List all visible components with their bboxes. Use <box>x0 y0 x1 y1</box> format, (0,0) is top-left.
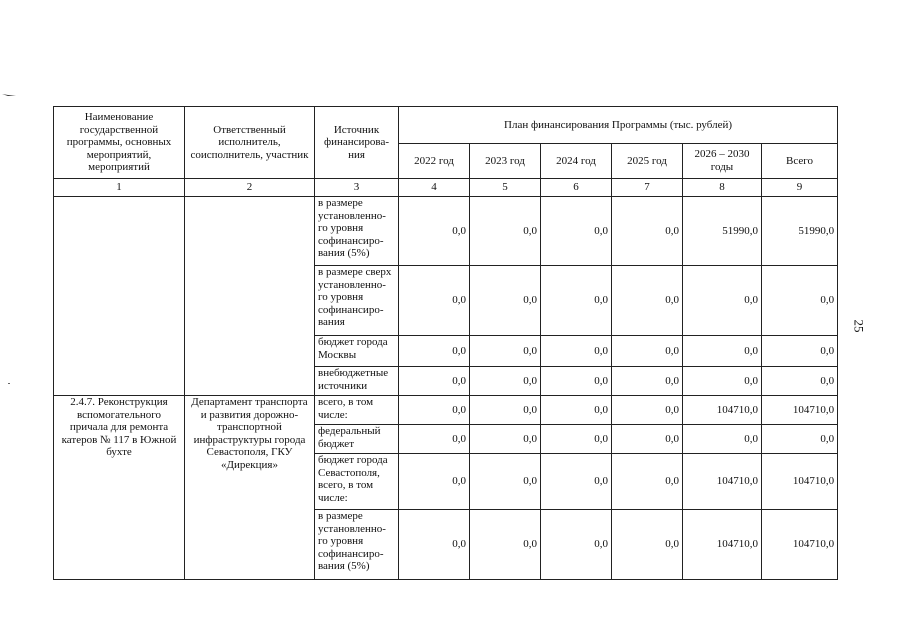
value-cell: 0,0 <box>683 336 762 367</box>
value-cell: 0,0 <box>683 266 762 336</box>
total-cell: 0,0 <box>762 336 838 367</box>
column-number: 9 <box>762 179 838 197</box>
value-cell: 0,0 <box>470 197 541 266</box>
value-cell: 104710,0 <box>683 510 762 580</box>
total-cell: 104710,0 <box>762 396 838 425</box>
value-cell: 0,0 <box>541 367 612 396</box>
value-cell: 0,0 <box>399 425 470 454</box>
value-cell: 0,0 <box>399 396 470 425</box>
header-year: 2025 год <box>612 144 683 179</box>
column-number: 3 <box>315 179 399 197</box>
table-row <box>54 396 838 425</box>
page-number: 25 <box>851 319 867 333</box>
column-number: 7 <box>612 179 683 197</box>
total-cell: 104710,0 <box>762 454 838 510</box>
value-cell: 0,0 <box>541 266 612 336</box>
scan-dot <box>8 383 10 384</box>
value-cell: 0,0 <box>399 367 470 396</box>
total-cell: 104710,0 <box>762 510 838 580</box>
source-cell: в размере установленно-го уровня софинансиро-вания (5%) <box>315 510 399 580</box>
measure-responsible-cell: Департамент транспорта и развития дорожно-транспортной инфраструктуры города Севастополя, ГКУ «Дирекция» <box>185 396 315 580</box>
source-cell: внебюджетные источники <box>315 367 399 396</box>
source-cell: в размере сверх установленно-го уровня софинансиро-вания <box>315 266 399 336</box>
value-cell: 0,0 <box>470 454 541 510</box>
value-cell: 104710,0 <box>683 396 762 425</box>
value-cell: 0,0 <box>399 197 470 266</box>
value-cell: 0,0 <box>541 425 612 454</box>
column-number: 1 <box>54 179 185 197</box>
header-total: Всего <box>762 144 838 179</box>
value-cell: 0,0 <box>612 425 683 454</box>
value-cell: 0,0 <box>612 197 683 266</box>
header-year: 2023 год <box>470 144 541 179</box>
value-cell: 0,0 <box>612 510 683 580</box>
value-cell: 0,0 <box>399 454 470 510</box>
column-number: 4 <box>399 179 470 197</box>
value-cell: 0,0 <box>470 396 541 425</box>
value-cell: 0,0 <box>470 266 541 336</box>
source-cell: всего, в том числе: <box>315 396 399 425</box>
column-number: 2 <box>185 179 315 197</box>
value-cell: 0,0 <box>612 367 683 396</box>
value-cell: 0,0 <box>470 336 541 367</box>
empty-responsible-cell <box>185 197 315 396</box>
column-number: 8 <box>683 179 762 197</box>
value-cell: 0,0 <box>683 425 762 454</box>
value-cell: 0,0 <box>612 454 683 510</box>
value-cell: 0,0 <box>541 197 612 266</box>
header-year: 2026 – 2030 годы <box>683 144 762 179</box>
scan-mark <box>2 84 16 88</box>
value-cell: 0,0 <box>612 336 683 367</box>
value-cell: 0,0 <box>470 425 541 454</box>
table-row <box>54 197 838 266</box>
header-year: 2024 год <box>541 144 612 179</box>
header-responsible: Ответственный исполнитель, соисполнитель, участник <box>185 107 315 179</box>
value-cell: 104710,0 <box>683 454 762 510</box>
value-cell: 0,0 <box>399 336 470 367</box>
source-cell: бюджет города Москвы <box>315 336 399 367</box>
source-cell: бюджет города Севастополя, всего, в том числе: <box>315 454 399 510</box>
source-cell: федеральный бюджет <box>315 425 399 454</box>
value-cell: 0,0 <box>541 396 612 425</box>
total-cell: 0,0 <box>762 367 838 396</box>
value-cell: 0,0 <box>541 510 612 580</box>
header-plan: План финансирования Программы (тыс. рублей) <box>399 107 838 144</box>
value-cell: 0,0 <box>541 454 612 510</box>
value-cell: 0,0 <box>470 367 541 396</box>
value-cell: 0,0 <box>399 266 470 336</box>
total-cell: 51990,0 <box>762 197 838 266</box>
header-source: Источник финансирова-ния <box>315 107 399 179</box>
measure-name-cell: 2.4.7. Реконструкция вспомогательного причала для ремонта катеров № 117 в Южной бухте <box>54 396 185 580</box>
value-cell: 0,0 <box>612 266 683 336</box>
value-cell: 51990,0 <box>683 197 762 266</box>
value-cell: 0,0 <box>470 510 541 580</box>
value-cell: 0,0 <box>683 367 762 396</box>
value-cell: 0,0 <box>399 510 470 580</box>
column-number: 5 <box>470 179 541 197</box>
header-name: Наименование государственной программы, основных мероприятий, мероприятий <box>54 107 185 179</box>
value-cell: 0,0 <box>541 336 612 367</box>
column-number: 6 <box>541 179 612 197</box>
total-cell: 0,0 <box>762 425 838 454</box>
empty-name-cell <box>54 197 185 396</box>
source-cell: в размере установленно-го уровня софинансиро-вания (5%) <box>315 197 399 266</box>
value-cell: 0,0 <box>612 396 683 425</box>
financing-table <box>53 106 838 580</box>
header-year: 2022 год <box>399 144 470 179</box>
total-cell: 0,0 <box>762 266 838 336</box>
